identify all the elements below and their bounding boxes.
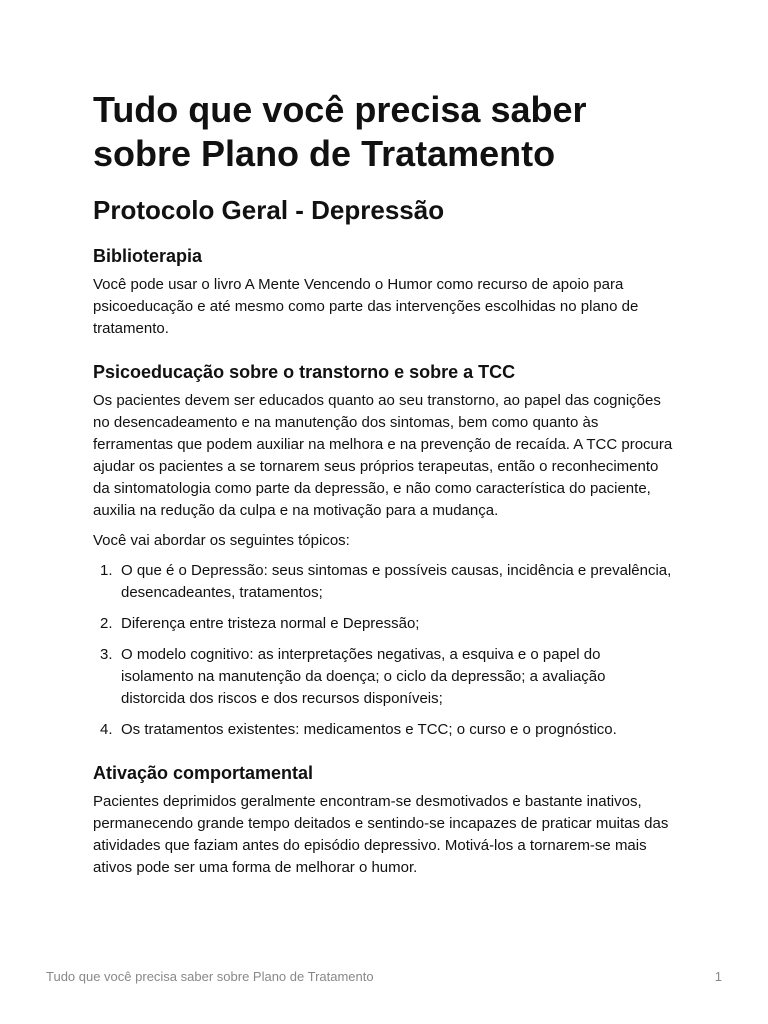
list-item [93,560,673,604]
section-ativacao [93,761,673,879]
section-paragraph: Pacientes deprimidos geralmente encontram-se desmotivados e bastante inativos, permanecendo grande tempo deitados e sentindo-se incapazes de praticar muitas das atividades que faziam antes do episódio depressivo. Motivá-los a tornarem-se mais ativos pode ser uma forma de melhorar o humor. [93,793,669,876]
list-item-number: 1. [100,562,113,579]
footer-title: Tudo que você precisa saber sobre Plano de Tratamento [46,969,374,984]
section-psicoeducacao [93,360,673,741]
list-item-text: O modelo cognitivo: as interpretações negativas, a esquiva e o papel do isolamento na manutenção da doença; o ciclo da depressão; a avaliação distorcida dos riscos e dos recursos disponíveis; [121,646,606,707]
list-item [93,613,673,635]
list-item-text: O que é o Depressão: seus sintomas e possíveis causas, incidência e prevalência, desencadeantes, tratamentos; [121,562,672,601]
list-item [93,719,673,741]
page-number: 1 [714,969,722,984]
topics-list [93,560,673,741]
section-heading: Ativação comportamental [93,763,314,783]
list-item-text: Os tratamentos existentes: medicamentos e TCC; o curso e o prognóstico. [121,721,617,738]
document-title: Tudo que você precisa saber sobre Plano de Tratamento [93,89,587,174]
section-heading: Biblioterapia [93,246,203,266]
list-item-text: Diferença entre tristeza normal e Depressão; [121,615,420,632]
list-item-number: 2. [100,615,113,632]
section-biblioterapia [93,244,673,340]
section-heading: Psicoeducação sobre o transtorno e sobre a TCC [93,362,516,382]
section-paragraph: Os pacientes devem ser educados quanto ao seu transtorno, ao papel das cognições no desencadeamento e na manutenção dos sintomas, bem como quanto às ferramentas que podem auxiliar na melhora e na prevenção de recaída. A TCC procura ajudar os pacientes a se tornarem seus próprios terapeutas, então o reconhecimento da sintomatologia como parte da depressão, e não como característica do paciente, auxilia na redução da culpa e na motivação para a mudança. [93,392,673,519]
section-paragraph: Você pode usar o livro A Mente Vencendo o Humor como recurso de apoio para psicoeducação e até mesmo como parte das intervenções escolhidas no plano de tratamento. [93,276,639,337]
list-item-number: 3. [100,646,113,663]
list-item-number: 4. [100,721,113,738]
topics-intro: Você vai abordar os seguintes tópicos: [93,532,350,549]
page-footer [46,968,722,986]
document-page [93,88,673,887]
list-item [93,644,673,710]
document-subtitle: Protocolo Geral - Depressão [93,195,445,225]
